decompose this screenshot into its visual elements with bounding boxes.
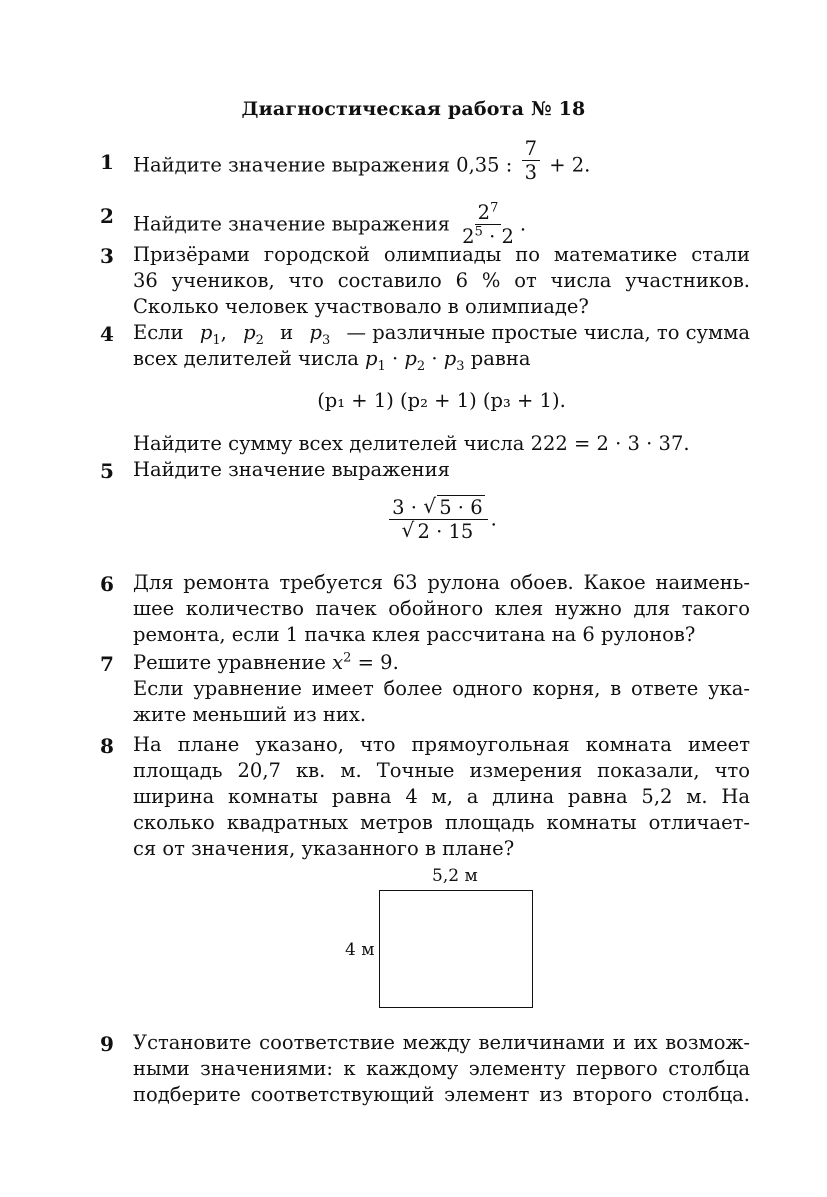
problem-text (133, 457, 750, 543)
text-line: всех делителей числа $p_1 \cdot p_2 \cdot p_3$ равна (133, 347, 531, 374)
text-line: Найдите значение выражения (133, 458, 450, 481)
text-line: Для ремонта требуется 63 рулона обоев. Какое наимень- (133, 571, 750, 594)
text-line: Если уравнение имеет более одного корня, в ответе ука- (133, 677, 750, 700)
fraction (522, 138, 540, 184)
problem-1-suffix: + 2. (549, 153, 591, 177)
problem-number: 7 (100, 652, 114, 676)
problem-text (133, 650, 750, 728)
fraction-denominator: 3 (524, 161, 537, 185)
text-line: Установите соответствие между величинами и их возмож- (133, 1031, 750, 1054)
fraction (389, 494, 487, 544)
text-line: сколько квадратных метров площадь комнаты отличает- (133, 811, 750, 834)
problem-1-prefix: Найдите значение выражения 0,35 : (133, 153, 513, 177)
fraction (459, 202, 517, 248)
fraction-denominator (398, 520, 478, 542)
room-length-label: 5,2 м (432, 866, 478, 886)
text-line: ся от значения, указанного в плане? (133, 837, 515, 860)
text-line: подберите соответствующий элемент из второго столбца. (133, 1083, 750, 1106)
square-root: √ 2 · 15 (401, 518, 474, 544)
fraction-numerator: 7 (522, 138, 540, 161)
problem-number: 4 (100, 322, 114, 346)
problem-text (133, 570, 750, 648)
problem-2-suffix: . (519, 212, 527, 236)
formula: 3 · √ 5 · 6 √ 2 · 15 . (133, 497, 750, 543)
problem-text (133, 1030, 750, 1108)
fraction-numerator: 3 · √ 5 · 6 (389, 497, 487, 520)
problem-number: 3 (100, 244, 114, 268)
text-line: Призёрами городской олимпиады по математике стали (133, 243, 750, 266)
text-line: ными значениями: к каждому элементу первого столбца (133, 1057, 750, 1080)
fraction-numerator: $2^7$ (475, 202, 502, 225)
problem-number: 6 (100, 572, 114, 596)
room-rectangle (379, 890, 533, 1008)
text-line: площадь 20,7 кв. м. Точные измерения показали, что (133, 759, 750, 782)
text-line: 36 учеников, что составило 6 % от числа участников. (133, 269, 750, 292)
formula: (p₁ + 1) (p₂ + 1) (p₃ + 1). (317, 389, 566, 412)
problem-text (133, 320, 750, 457)
text-line: На плане указано, что прямоугольная комната имеет (133, 733, 750, 756)
text-line: ремонта, если 1 пачка клея рассчитана на 6 рулонов? (133, 623, 696, 646)
problem-2-prefix: Найдите значение выражения (133, 212, 450, 236)
square-root: √ 5 · 6 (423, 494, 483, 519)
text-line: Сколько человек участвовало в олимпиаде? (133, 295, 589, 318)
problem-text (133, 732, 750, 862)
problem-number: 5 (100, 459, 114, 483)
room-width-label: 4 м (345, 940, 375, 960)
problem-number: 1 (100, 150, 114, 174)
problem-number: 9 (100, 1032, 114, 1056)
text-line: ширина комнаты равна 4 м, а длина равна 5,2 м. На (133, 785, 750, 808)
problem-number: 2 (100, 204, 114, 228)
problem-text (133, 137, 750, 185)
text-line: шее количество пачек обойного клея нужно для такого (133, 597, 750, 620)
text-line: Найдите сумму всех делителей числа 222 = 2 · 3 · 37. (133, 432, 690, 455)
problem-text (133, 202, 750, 248)
page-title: Диагностическая работа № 18 (241, 98, 586, 120)
text-line: Решите уравнение $x^2 = 9$. (133, 650, 399, 674)
problem-number: 8 (100, 734, 114, 758)
text-line: Если $p_1$, $p_2$ и $p_3$ — различные простые числа, то сумма (133, 321, 750, 348)
fraction-denominator: $2^5 \cdot 2$ (462, 224, 514, 249)
text-line: жите меньший из них. (133, 703, 367, 726)
problem-text (133, 242, 750, 320)
